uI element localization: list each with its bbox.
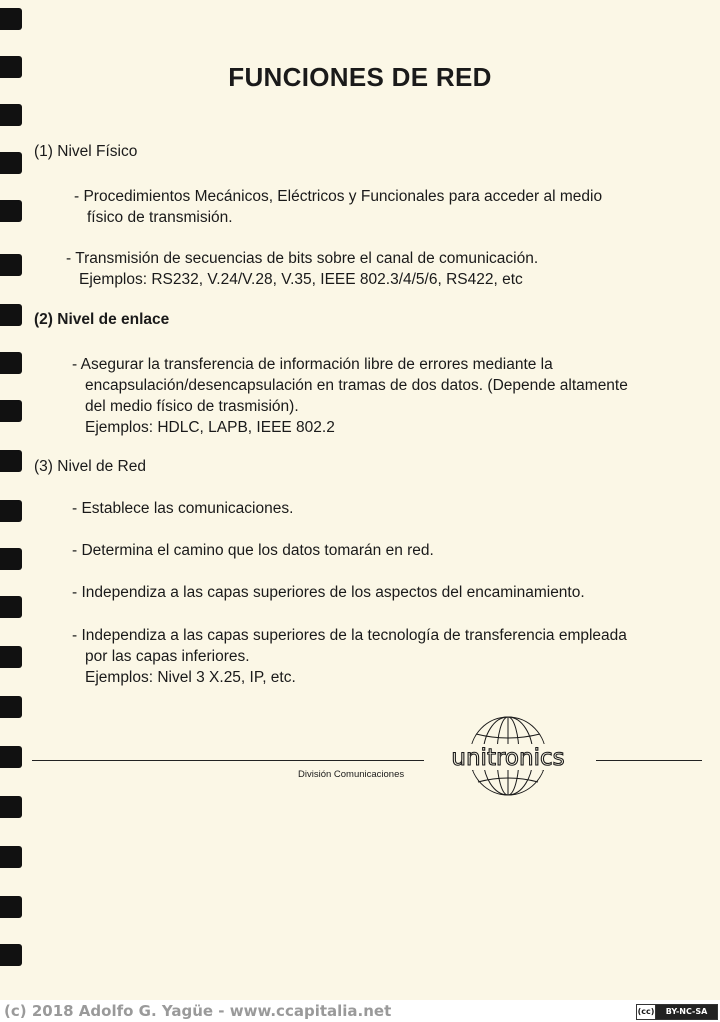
binding-hole xyxy=(0,104,22,126)
binding-hole xyxy=(0,746,22,768)
copyright-text: (c) 2018 Adolfo G. Yagüe - www.ccapitalia.net xyxy=(4,1002,392,1020)
binding-hole xyxy=(0,796,22,818)
item-line: del medio físico de trasmisión). xyxy=(85,398,299,415)
binding-hole xyxy=(0,400,22,422)
binding-hole xyxy=(0,548,22,570)
binding-hole xyxy=(0,500,22,522)
binding-hole xyxy=(0,846,22,868)
logo-wordmark: unitronics xyxy=(451,745,565,771)
cc-license-label: BY-NC-SA xyxy=(656,1005,717,1019)
binding-hole xyxy=(0,8,22,30)
binding-hole xyxy=(0,944,22,966)
binding-hole xyxy=(0,304,22,326)
item-line: - Determina el camino que los datos tomarán en red. xyxy=(72,542,434,559)
item-line: Ejemplos: RS232, V.24/V.28, V.35, IEEE 802.3/4/5/6, RS422, etc xyxy=(79,271,523,288)
list-item xyxy=(72,540,434,561)
item-line: Ejemplos: HDLC, LAPB, IEEE 802.2 xyxy=(85,419,335,436)
footer-rule-right xyxy=(596,760,702,761)
binding-hole xyxy=(0,152,22,174)
list-item xyxy=(72,582,585,603)
unitronics-logo xyxy=(430,714,586,805)
binding-hole xyxy=(0,696,22,718)
binding-hole xyxy=(0,896,22,918)
item-line: - Independiza a las capas superiores de la tecnología de transferencia empleada xyxy=(72,627,627,644)
section-heading-nivel-fisico: (1) Nivel Físico xyxy=(34,143,138,160)
cc-license-badge xyxy=(636,1004,718,1020)
item-line: físico de transmisión. xyxy=(87,209,233,226)
binding-hole xyxy=(0,352,22,374)
item-line: por las capas inferiores. xyxy=(85,648,250,665)
binding-hole xyxy=(0,200,22,222)
section-heading-nivel-red: (3) Nivel de Red xyxy=(34,458,146,475)
list-item xyxy=(72,498,293,519)
page-title: FUNCIONES DE RED xyxy=(228,62,492,92)
item-line: - Procedimientos Mecánicos, Eléctricos y Funcionales para acceder al medio xyxy=(74,188,603,205)
footer-rule-left xyxy=(32,760,424,761)
list-item xyxy=(72,625,627,688)
copyright-bar xyxy=(0,1000,720,1022)
binding-hole xyxy=(0,646,22,668)
section-heading-nivel-enlace: (2) Nivel de enlace xyxy=(34,311,170,328)
binding-hole xyxy=(0,596,22,618)
binding-hole xyxy=(0,450,22,472)
division-label: División Comunicaciones xyxy=(298,769,405,780)
item-line: - Independiza a las capas superiores de los aspectos del encaminamiento. xyxy=(72,584,585,601)
list-item xyxy=(74,186,602,228)
spiral-binding xyxy=(0,0,30,1000)
item-line: - Transmisión de secuencias de bits sobre el canal de comunicación. xyxy=(66,250,539,267)
cc-icon: (cc) xyxy=(637,1005,656,1019)
list-item xyxy=(72,354,628,438)
item-line: - Asegurar la transferencia de información libre de errores mediante la xyxy=(72,356,553,373)
item-line: encapsulación/desencapsulación en tramas de dos datos. (Depende altamente xyxy=(85,377,628,394)
item-line: - Establece las comunicaciones. xyxy=(72,500,294,517)
binding-hole xyxy=(0,254,22,276)
item-line: Ejemplos: Nivel 3 X.25, IP, etc. xyxy=(85,669,296,686)
list-item xyxy=(66,248,538,290)
